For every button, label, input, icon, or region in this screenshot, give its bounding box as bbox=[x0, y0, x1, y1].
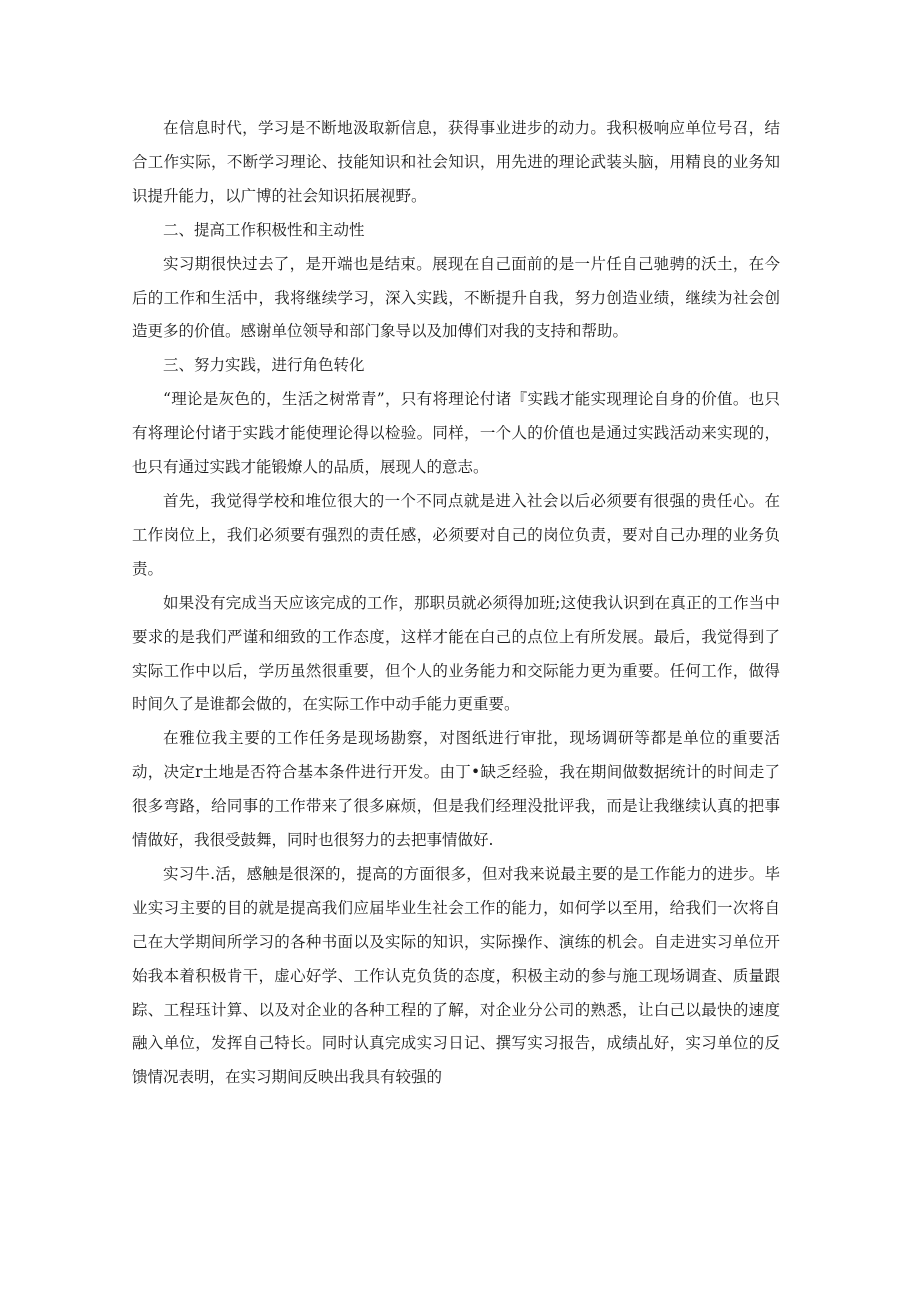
section-heading-2: 二、提高工作积极性和主动性 bbox=[163, 220, 365, 239]
paragraph-theory-practice: “理论是灰色的，生活之树常青”，只有将理论付诸『实践才能实现理论自身的价值。也只有将理论付诸于实践才能使理论得以检验。同样，一个人的价值也是通过实践活动来实现的，也只有通过实践才能锻燎人的品质，展现人的意志。 bbox=[132, 390, 780, 477]
paragraph-work-attitude: 如果没有完成当天应该完成的工作，那职员就必须得加班;这使我认识到在真正的工作当中要求的是我们严谨和细致的工作态度，这样才能在白己的点位上有所发展。最后，我觉得到了实际工作中以后，学历虽然很重要，但个人的业务能力和交际能力更为重要。任何工作，做得时间久了是谁都会做的，在实际工作中动手能力更重要。 bbox=[132, 593, 780, 714]
paragraph-internship-summary: 实习牛.活，感触是很深的，提高的方面很多，但对我来说最主要的是工作能力的进步。毕业实习主要的目的就是提高我们应届毕业生社会工作的能力，如何学以至用，给我们一次将自己在大学期间所学习的各种书面以及实际的知识，实际操作、演练的机会。自走进实习单位开始我本着积极肯干，虚心好学、工作认克负货的态度，积极主动的参与施工现场调查、质量跟踪、工程珏计算、以及对企业的各种工程的了解，对企业分公司的熟悉，让白己以最快的速度融入单位，发挥自己特长。同时认真完成实习日记、撰写实习报告，成绩乩好，实习单位的反馈情况表明，在实习期间反映出我具有较强的 bbox=[132, 864, 780, 1087]
paragraph-responsibility: 首先，我觉得学校和堆位很大的一个不同点就是进入社会以后必须要有很强的贵任心。在工作岗位上，我们必须要有强烈的责任感，必须要对自己的岗位负责，要对自己办理的业务负责。 bbox=[132, 491, 780, 578]
paragraph-learning: 在信息时代，学习是不断地汲取新信息，获得事业进步的动力。我积极响应单位号召，结合工作实际，不断学习理论、技能知识和社会知识，用先进的理论武装头脑，用精良的业务知识提升能力，以广博的社会知识拓展视野。 bbox=[132, 119, 780, 205]
paragraph-internship-end: 实习期很快过去了，是开端也是结束。展现在自己面前的是一片任自己驰骋的沃土，在今后的工作和生活中，我将继续学习，深入实践，不断提升自我，努力创造业绩，继续为社会创造更多的价值。感谢单位领导和部门象导以及加傅们对我的支持和帮助。 bbox=[132, 254, 780, 341]
paragraph-main-tasks: 在雅位我主要的工作任务是现场勘察，对图纸进行审批，现场调研等都是单位的重要活动，决定r土地是否符合基本条件进行开发。由丁•缺乏经验，我在期间做数据统计的时间走了很多弯路，给同事的工作带来了很多麻烦，但是我们经理没批评我，而是让我继续认真的把事情做好，我很受鼓舞，同时也很努力的去把事情做好. bbox=[132, 729, 780, 850]
document-body bbox=[132, 112, 780, 1095]
section-heading-3: 三、努力实践，进行角色转化 bbox=[163, 356, 365, 375]
